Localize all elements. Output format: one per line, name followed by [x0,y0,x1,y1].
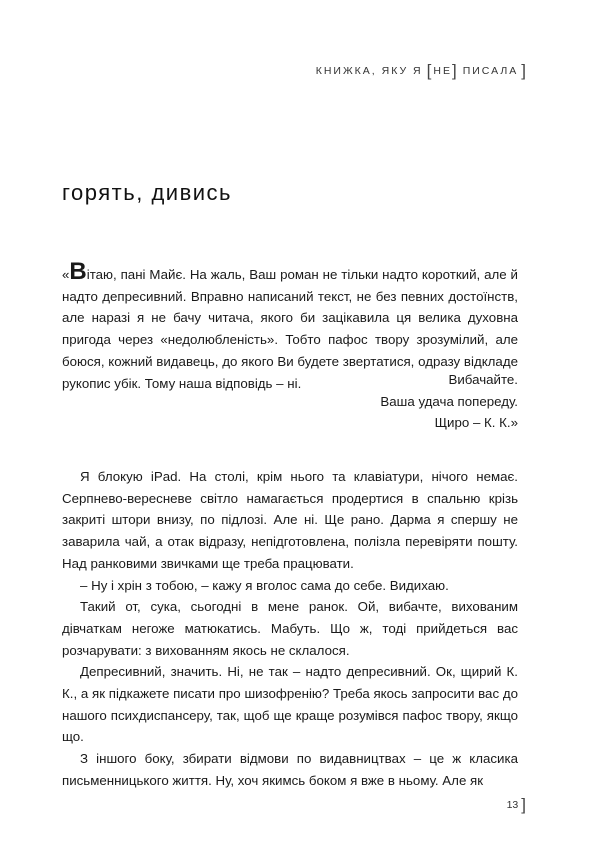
chapter-title: горять, дивись [62,180,233,205]
body-paragraph-4: Депресивний, значить. Ні, не так – надто депресивний. Ок, щирий К. К., а як підкажете писати про шизофренію? Треба якось запросити вас до нашого психдиспансеру, так, щоб ще краще розумівся пафос твору, якщо що. [62,664,518,745]
page-number-bracket: ] [521,795,526,814]
signoff-line-3: Щиро – К. К.» [434,415,518,431]
drop-cap: В [69,258,87,285]
body-paragraph-5: З іншого боку, збирати відмови по видавництвах – це ж класика письменницького життя. Ну, хоч якимсь боком я вже в ньому. Але як [62,751,518,788]
body-paragraph-3: Такий от, сука, сьогодні в мене ранок. Ой, вибачте, вихованим дівчаткам негоже матюкатись. Мабуть. Що ж, тоді прийдеться вас розчарувати: з вихованням якось не склалося. [62,599,518,658]
running-title-part2: ПИСАЛА [462,64,519,77]
bracket-right: ] [451,61,459,80]
running-title-part1: КНИЖКА, ЯКУ Я [315,64,423,77]
signoff-line-2: Ваша удача попереду. [380,393,518,409]
letter-text: ітаю, пані Майє. На жаль, Ваш роман не тільки надто короткий, але й надто депресивний. Вправно написаний текст, не без певних достоїнств, але наразі я не бачу читача, якого би зацікавила ця велика духовна пригода через «недолюбленість». Тобто пафос твору зрозумілий, але боюся, кожний видавець, до якого Ви будете звертатися, одразу відкладе рукопис убік. Тому наша відповідь – ні. [62,267,518,391]
letter-signoff [62,369,518,434]
body-paragraph-1: Я блокую iPad. На столі, крім нього та клавіатури, нічого немає. Серпнево-вересневе світло намагається продертися в спальню крізь закриті штори внизу, по підлозі. Але ні. Ще рано. Дарма я спершу не заварила чай, а отак відразу, непідготовлена, полізла перевіряти пошту. Над ранковими звичками ще треба працювати. [62,469,518,571]
letter-quote-open: « [62,267,70,282]
main-text [62,466,518,792]
page-number: 13 [506,798,519,811]
signoff-line-1: Вибачайте. [448,372,518,387]
bracket-left: [ [426,61,434,80]
running-header [316,62,528,79]
page-footer [507,796,526,813]
header-end-bracket: ] [521,61,528,80]
running-title-paren: НЕ [433,64,452,77]
body-paragraph-2: – Ну і хрін з тобою, – кажу я вголос сама до себе. Видихаю. [80,577,449,593]
